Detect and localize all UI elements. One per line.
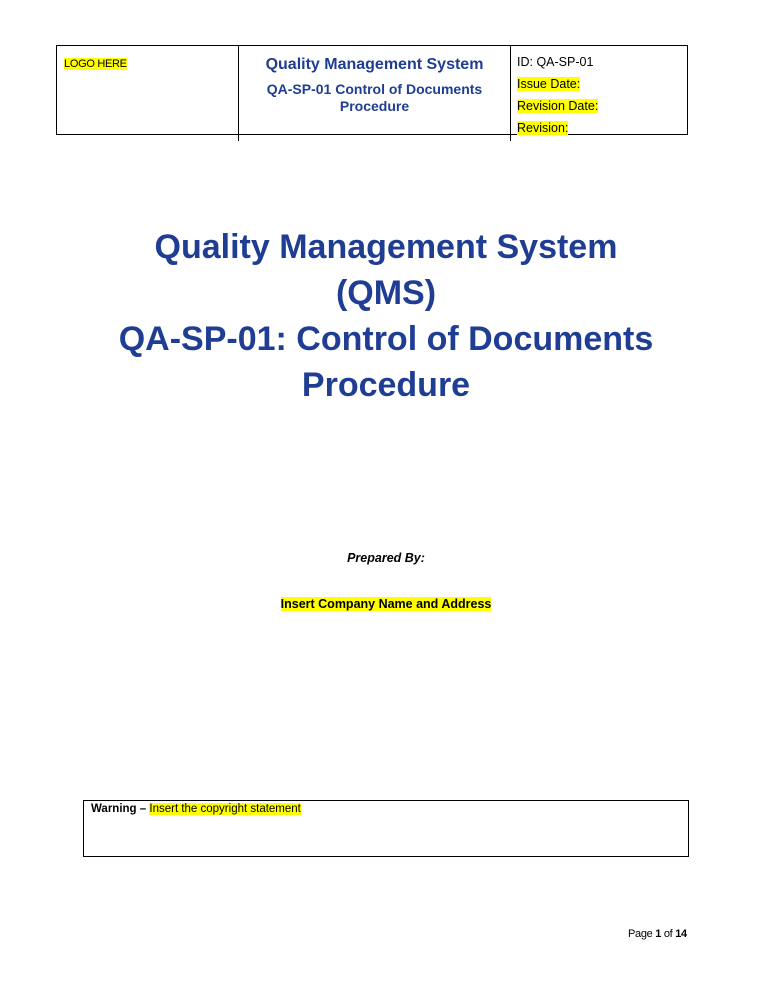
document-header-table — [56, 45, 688, 135]
warning-label: Warning – — [91, 803, 147, 815]
page-title — [86, 224, 686, 408]
logo-cell — [57, 46, 239, 141]
header-document-title: QA-SP-01 Control of Documents Procedure — [266, 81, 483, 114]
header-system-title: Quality Management System — [265, 56, 484, 73]
page-word: Page — [628, 928, 653, 940]
copyright-placeholder: Insert the copyright statement — [149, 803, 301, 815]
title-line-4: Procedure — [301, 366, 471, 404]
company-placeholder: Insert Company Name and Address — [280, 597, 492, 611]
warning-box — [83, 800, 689, 857]
of-word: of — [663, 928, 673, 940]
title-line-2: (QMS) — [335, 274, 437, 312]
document-id: ID: QA-SP-01 — [517, 55, 594, 69]
issue-date-label: Issue Date: — [517, 77, 581, 91]
revision-label: Revision: — [517, 121, 569, 135]
logo-placeholder: LOGO HERE — [64, 58, 127, 70]
prepared-by-label: Prepared By: — [347, 551, 425, 565]
total-pages: 14 — [675, 928, 687, 940]
revision-date-label: Revision Date: — [517, 99, 599, 113]
title-line-3: QA-SP-01: Control of Documents — [118, 320, 654, 358]
header-title-cell — [239, 46, 511, 141]
page-number — [628, 928, 687, 940]
current-page: 1 — [655, 928, 662, 940]
header-meta-cell — [511, 46, 687, 141]
title-line-1: Quality Management System — [154, 228, 618, 266]
